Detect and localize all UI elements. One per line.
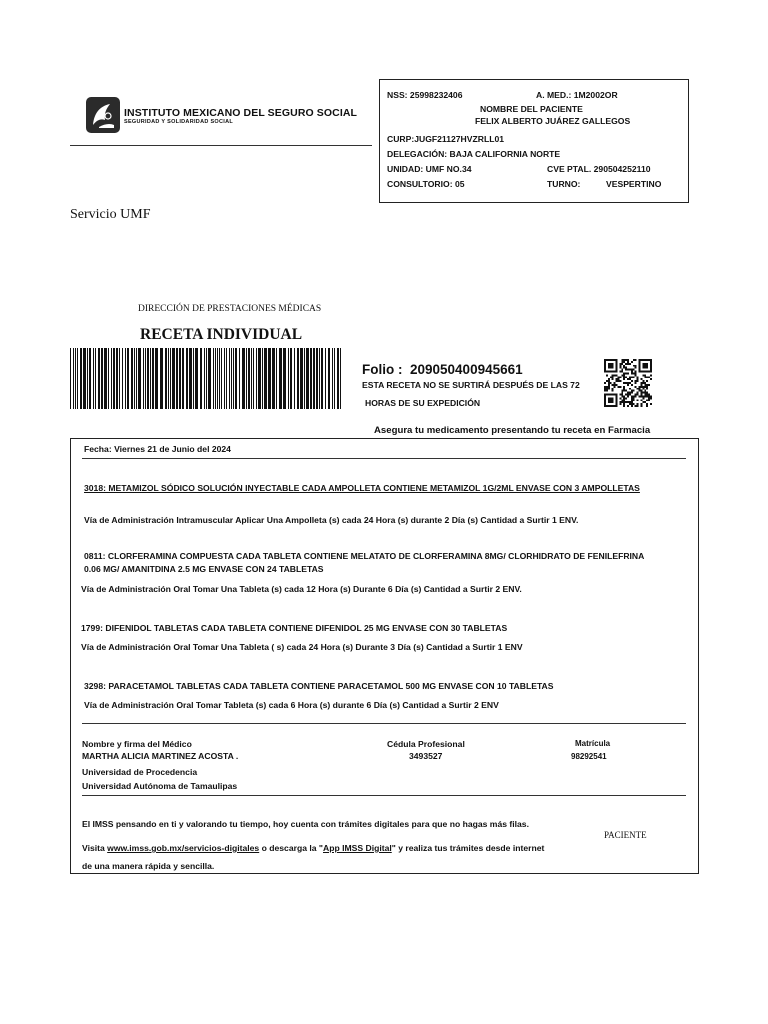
patient-a-med: A. MED.: 1M2002OR xyxy=(536,90,618,100)
imss-services-link[interactable]: www.imss.gob.mx/servicios-digitales xyxy=(107,843,260,853)
medication-2-description: 0811: CLORFERAMINA COMPUESTA CADA TABLETA CONTIENE MELATATO DE CLORFERAMINA 8MG/ CLORHIDRATO DE FENILEFRINA xyxy=(84,551,645,561)
patient-consultorio: CONSULTORIO: 05 xyxy=(387,179,465,189)
pharmacy-notice: Asegura tu medicamento presentando tu receta en Farmacia xyxy=(374,425,651,436)
medication-1-description: 3018: METAMIZOL SÓDICO SOLUCIÓN INYECTABLE CADA AMPOLLETA CONTIENE METAMIZOL 1G/2ML ENVASE CON 3 AMPOLLETAS xyxy=(84,483,640,493)
patient-nss: NSS: 25998232406 xyxy=(387,90,463,100)
digital-services-visit-line xyxy=(82,843,544,853)
prescription-box xyxy=(70,438,699,874)
matricula-label: Matrícula xyxy=(575,739,611,748)
institution-name: INSTITUTO MEXICANO DEL SEGURO SOCIAL xyxy=(124,107,358,119)
cedula-number: 3493527 xyxy=(409,751,443,761)
patient-unidad: UNIDAD: UMF NO.34 xyxy=(387,164,472,174)
patient-name: FELIX ALBERTO JUÁREZ GALLEGOS xyxy=(475,116,631,126)
doctor-name-label: Nombre y firma del Médico xyxy=(82,739,192,749)
internet-text: " y realiza tus trámites desde internet xyxy=(391,843,545,853)
patient-turno: VESPERTINO xyxy=(606,179,662,189)
digital-services-closing: de una manera rápida y sencilla. xyxy=(82,861,215,871)
patient-turno-label: TURNO: xyxy=(547,179,581,189)
digital-services-message: El IMSS pensando en ti y valorando tu tiempo, hoy cuenta con trámites digitales para que no hagas más filas. xyxy=(82,819,529,829)
medication-2-description-line2: 0.06 MG/ AMANITDINA 2.5 MG ENVASE CON 24 TABLETAS xyxy=(84,564,324,574)
university-name: Universidad Autónoma de Tamaulipas xyxy=(82,781,238,791)
medication-4-indications: Vía de Administración Oral Tomar Tableta (s) cada 6 Hora (s) durante 6 Día (s) Cantidad a Surtir 2 ENV xyxy=(84,700,499,710)
app-imss-digital-link[interactable]: App IMSS Digital xyxy=(323,843,392,853)
doctor-divider xyxy=(82,795,686,796)
direccion-label: DIRECCIÓN DE PRESTACIONES MÉDICAS xyxy=(138,304,322,314)
institution-subtitle: SEGURIDAD Y SOLIDARIDAD SOCIAL xyxy=(124,119,234,125)
expiry-notice-line1: ESTA RECETA NO SE SURTIRÁ DESPUÉS DE LAS 72 xyxy=(362,380,580,390)
patient-cve-ptal: CVE PTAL. 290504252110 xyxy=(547,164,651,174)
patient-info-box xyxy=(379,79,689,203)
medication-1-indications: Vía de Administración Intramuscular Aplicar Una Ampolleta (s) cada 24 Hora (s) durante 2 Día (s) Cantidad a Surtir 1 ENV. xyxy=(84,515,579,525)
visit-text: Visita xyxy=(82,843,108,853)
patient-name-label: NOMBRE DEL PACIENTE xyxy=(480,104,583,114)
cedula-label: Cédula Profesional xyxy=(387,739,465,749)
doctor-name: MARTHA ALICIA MARTINEZ ACOSTA . xyxy=(82,751,239,761)
date-divider xyxy=(82,458,686,459)
barcode-icon xyxy=(70,348,342,409)
folio-number: 209050400945661 xyxy=(410,362,523,377)
servicio-label: Servicio UMF xyxy=(70,207,151,222)
patient-delegacion: DELEGACIÓN: BAJA CALIFORNIA NORTE xyxy=(387,149,561,159)
medication-4-description: 3298: PARACETAMOL TABLETAS CADA TABLETA CONTIENE PARACETAMOL 500 MG ENVASE CON 10 TABLETAS xyxy=(84,681,554,691)
imss-logo-icon xyxy=(86,97,120,133)
medication-3-description: 1799: DIFENIDOL TABLETAS CADA TABLETA CONTIENE DIFENIDOL 25 MG ENVASE CON 30 TABLETAS xyxy=(81,623,508,633)
medications-divider xyxy=(82,723,686,724)
page-title: RECETA INDIVIDUAL xyxy=(140,326,303,343)
qr-code-icon xyxy=(604,359,652,407)
prescription-date: Fecha: Viernes 21 de Junio del 2024 xyxy=(84,444,231,454)
matricula-number: 98292541 xyxy=(571,752,607,761)
university-label: Universidad de Procedencia xyxy=(82,767,198,777)
medication-3-indications: Vía de Administración Oral Tomar Una Tableta ( s) cada 24 Hora (s) Durante 3 Día (s) Cantidad a Surtir 1 ENV xyxy=(81,642,523,652)
expiry-notice-line2: HORAS DE SU EXPEDICIÓN xyxy=(365,398,481,408)
folio-label: Folio : xyxy=(362,362,403,377)
medication-2-indications: Vía de Administración Oral Tomar Una Tableta (s) cada 12 Hora (s) Durante 6 Día (s) Cantidad a Surtir 2 ENV. xyxy=(81,584,522,594)
patient-curp: CURP:JUGF21127HVZRLL01 xyxy=(387,134,505,144)
copy-recipient-label: PACIENTE xyxy=(604,830,647,840)
header-divider xyxy=(70,145,372,146)
download-text: o descarga la " xyxy=(259,843,323,853)
